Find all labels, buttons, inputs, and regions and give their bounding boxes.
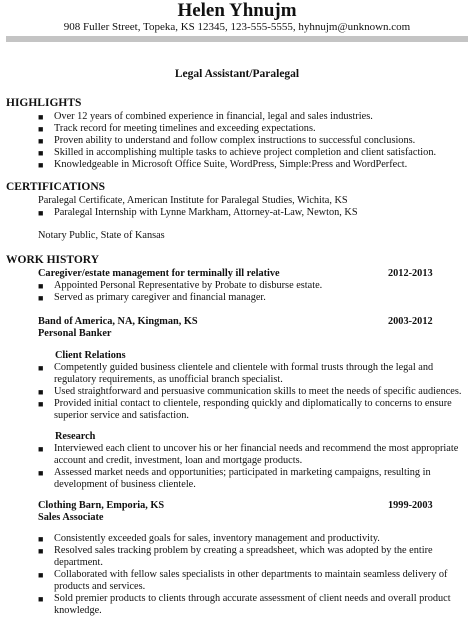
certification-line: Notary Public, State of Kansas (38, 230, 165, 241)
objective-title: Legal Assistant/Paralegal (174, 68, 300, 80)
resume-page: Helen Yhnujm 908 Fuller Street, Topeka, KS 12345, 123-555-5555, hyhnujm@unknown.com Legal Assistant/Paralegal HIGHLIGHTS ■ Over 12 years of combined experience in financial, legal and sales industries. ■ Track record for meeting timelines and exceeding expectations. ■ Proven ability to understand and follow complex instructions to successful conclusions. ■ Skilled in accomplishing multiple tasks to achieve project completion and client satisfaction. ■ Knowledgeable in Microsoft Office Suite, WordPress, Simple:Press and WordPerfect. CERTIFICATIONS Paralegal Certificate, American Institute for Paralegal Studies, Wichita, KS ■ Paralegal Internship with Lynne Markham, Attorney-at-Law, Newton, KS Notary Public, State of Kansas WORK HISTORY Caregiver/estate management for terminally ill relative 2012-2013 ■ Appointed Personal Representative by Probate to disburse estate. ■ Served as primary caregiver and financial manager. Band of America, NA, Kingman, KS 2003-2012 Personal Banker Client Relations ■ Competently guided business clientele and clientele with formal trusts through the legal and regulatory requirements, as unofficial branch specialist. ■ Used straightforward and persuasive communication skills to meet the needs of specific audiences. ■ Provided initial contact to clientele, responding quickly and diplomatically to concerns to ensure superior service and satisfaction. Research ■ Interviewed each client to uncover his or her financial needs and recommend the most appropriate account and credit, investment, loan and mortgage products. ■ Assessed market needs and opportunities; participated in marketing campaigns, resulting in development of business clientele. Clothing Barn, Emporia, KS 1999-2003 Sales Associate ■ Consistently exceeded goals for sales, inventory management and productivity. ■ Resolved sales tracking problem by creating a spreadsheet, which was adopted by the entire department. ■ Collaborated with fellow sales specialists in other departments to maintain seamless delivery of products and services. ■ Sold premier products to clients through accurate assessment of client needs and overall product knowledge. (0, 0, 474, 638)
header-divider (6, 36, 468, 42)
job-employer: Band of America, NA, Kingman, KS (38, 316, 198, 327)
bullet-icon: ■ (38, 387, 44, 397)
bullet-icon: ■ (38, 208, 44, 218)
bullet-icon: ■ (38, 124, 44, 134)
bullet-icon: ■ (38, 594, 44, 604)
bullet-icon: ■ (38, 444, 44, 454)
job-role: Sales Associate (38, 512, 104, 523)
bullet-icon: ■ (38, 570, 44, 580)
bullet-icon: ■ (38, 534, 44, 544)
bullet-icon: ■ (38, 281, 44, 291)
job-title: Caregiver/estate management for terminally ill relative (38, 268, 280, 279)
work-history-heading: WORK HISTORY (6, 254, 99, 266)
job-role: Personal Banker (38, 328, 112, 339)
job-dates: 2012-2013 (388, 268, 433, 279)
bullet-icon: ■ (38, 112, 44, 122)
bullet-icon: ■ (38, 468, 44, 478)
bullet-icon: ■ (38, 363, 44, 373)
job-dates: 1999-2003 (388, 500, 433, 511)
bullet-icon: ■ (38, 136, 44, 146)
bullet-icon: ■ (38, 546, 44, 556)
bullet-icon: ■ (38, 293, 44, 303)
bullet-icon: ■ (38, 148, 44, 158)
job-dates: 2003-2012 (388, 316, 433, 327)
bullet-icon: ■ (38, 160, 44, 170)
subsection-heading: Client Relations (55, 350, 126, 361)
highlights-heading: HIGHLIGHTS (6, 97, 82, 109)
contact-info: 908 Fuller Street, Topeka, KS 12345, 123-555-5555, hyhnujm@unknown.com (63, 21, 411, 33)
bullet-icon: ■ (38, 399, 44, 409)
subsection-heading: Research (55, 431, 96, 442)
candidate-name: Helen Yhnujm (177, 0, 297, 21)
certifications-heading: CERTIFICATIONS (6, 181, 106, 193)
job-employer: Clothing Barn, Emporia, KS (38, 500, 165, 511)
certification-line: Paralegal Certificate, American Institute for Paralegal Studies, Wichita, KS (38, 195, 348, 206)
